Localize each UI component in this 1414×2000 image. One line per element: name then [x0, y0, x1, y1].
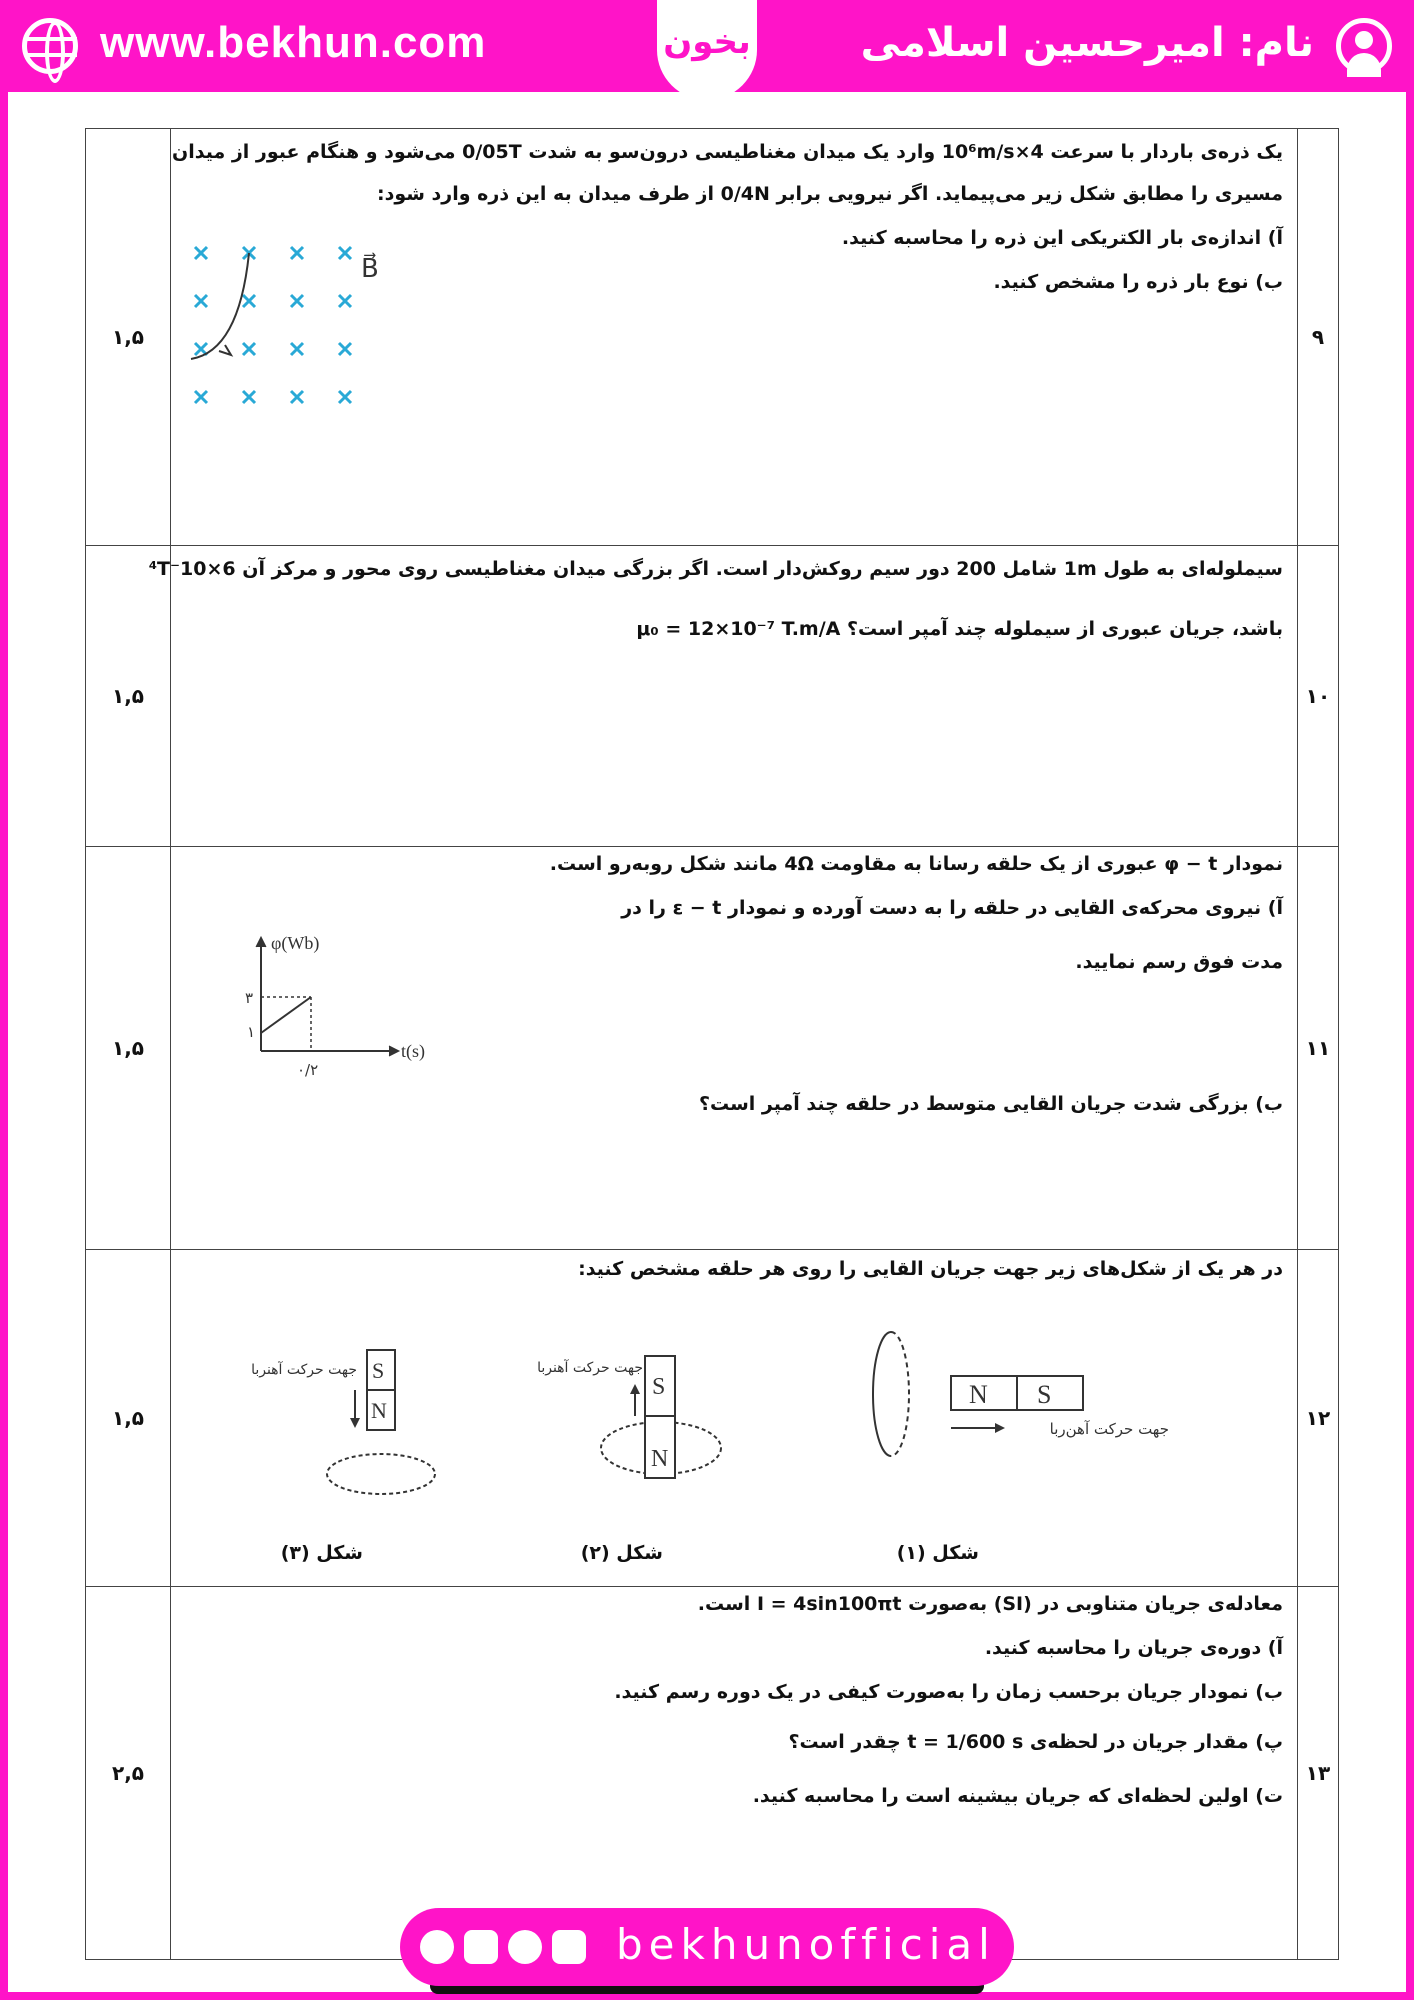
question-line: باشد، جریان عبوری از سیملوله چند آمپر است؟ μ₀ = 12×10⁻⁷ T.m/A [636, 618, 1283, 640]
motion-arrow-icon [350, 1418, 360, 1428]
question-line: ب) نمودار جریان برحسب زمان را به‌صورت کیفی در یک دوره رسم کنید. [614, 1681, 1283, 1703]
question-score: ۲,۵ [86, 1587, 171, 1960]
figure-caption: شکل (۲) [580, 1542, 663, 1564]
field-label: B⃗ [361, 254, 379, 283]
question-line: آ) نیروی محرکه‌ی القایی در حلقه را به دست آورده و نمودار ε − t را در [621, 897, 1283, 919]
question-row [86, 1587, 1339, 1960]
x-tick: ۰/۲ [297, 1061, 319, 1079]
question-row [86, 129, 1339, 546]
flux-line [261, 997, 311, 1033]
footer-social-bar [400, 1908, 1014, 1986]
question-line: ب) نوع بار ذره را مشخص کنید. [993, 271, 1283, 293]
question-line: پ) مقدار جریان در لحظه‌ی t = 1/600 s چقدر است؟ [788, 1731, 1283, 1753]
loop-back [891, 1332, 909, 1456]
question-body [171, 129, 1298, 546]
motion-arrow-icon [995, 1423, 1005, 1433]
question-body [171, 847, 1298, 1250]
motion-arrow-icon [630, 1384, 640, 1394]
pole-label: S [1037, 1380, 1052, 1409]
question-line: ب) بزرگی شدت جریان القایی متوسط در حلقه چند آمپر است؟ [698, 1093, 1283, 1115]
youtube-icon[interactable] [464, 1930, 498, 1964]
logo-text: بخون [663, 22, 751, 62]
flux-time-graph [211, 929, 425, 1089]
y-tick: ۱ [247, 1023, 256, 1041]
pole-label: N [371, 1398, 387, 1423]
y-axis-arrow-icon [256, 937, 266, 947]
question-line: نمودار φ − t عبوری از یک حلقه رسانا به مقاومت 4Ω مانند شکل روبه‌رو است. [549, 853, 1283, 875]
question-line: یک ذره‌ی باردار با سرعت 4×10⁶m/s وارد یک میدان مغناطیسی درون‌سو به شدت 0/05T می‌شود و هنگام عبور از میدان [172, 141, 1283, 163]
path-arrow-icon [219, 345, 231, 355]
pole-label: S [652, 1374, 666, 1400]
logo [657, 0, 757, 100]
magnetic-field-figure [189, 241, 379, 441]
question-line: ت) اولین لحظه‌ای که جریان بیشینه است را محاسبه کنید. [752, 1785, 1283, 1807]
question-score: ۱,۵ [86, 546, 171, 847]
figure-caption: شکل (۳) [280, 1542, 363, 1564]
questions-table [85, 128, 1339, 1960]
question-line: مدت فوق رسم نمایید. [1075, 951, 1283, 973]
question-line: آ) اندازه‌ی بار الکتریکی این ذره را محاسبه کنید. [841, 227, 1283, 249]
question-number: ۱۲ [1298, 1250, 1339, 1587]
question-row [86, 1250, 1339, 1587]
user-icon [1336, 18, 1392, 74]
question-body [171, 1587, 1298, 1960]
aparat-icon[interactable] [420, 1930, 454, 1964]
globe-icon [22, 18, 78, 74]
question-line: در هر یک از شکل‌های زیر جهت جریان القایی را روی هر حلقه مشخص کنید: [578, 1258, 1283, 1280]
question-score: ۱,۵ [86, 1250, 171, 1587]
y-axis-label: φ(Wb) [271, 933, 320, 953]
motion-label: جهت حرکت آهن‌ربا [1049, 1420, 1169, 1438]
question-score: ۱,۵ [86, 129, 171, 546]
website-link[interactable]: www.bekhun.com [100, 18, 487, 67]
question-score: ۱,۵ [86, 847, 171, 1250]
student-name: نام: امیرحسین اسلامی [860, 20, 1314, 66]
question-line: آ) دوره‌ی جریان را محاسبه کنید. [984, 1637, 1283, 1659]
x-axis-label: t(s) [401, 1041, 425, 1061]
motion-label: جهت حرکت آهنربا [251, 1362, 357, 1378]
question-line: مسیری را مطابق شکل زیر می‌پیماید. اگر نیرویی برابر 0/4N از طرف میدان به این ذره وارد شود: [376, 183, 1283, 205]
x-axis-arrow-icon [389, 1046, 399, 1056]
particle-path [191, 253, 249, 359]
figure-3 [251, 1346, 471, 1496]
question-number: ۱۱ [1298, 847, 1339, 1250]
question-number: ۱۰ [1298, 546, 1339, 847]
figure-1 [851, 1330, 1181, 1460]
pole-label: N [969, 1380, 988, 1409]
motion-label: جهت حرکت آهنربا [537, 1360, 643, 1376]
instagram-icon[interactable] [552, 1930, 586, 1964]
telegram-icon[interactable] [508, 1930, 542, 1964]
question-row [86, 847, 1339, 1250]
question-line: سیملوله‌ای به طول 1m شامل 200 دور سیم روکش‌دار است. اگر بزرگی میدان مغناطیسی روی محور و مرکز آن 6×10⁻⁴T [148, 558, 1283, 580]
question-number: ۹ [1298, 129, 1339, 546]
pole-label: N [651, 1446, 669, 1472]
question-body [148, 546, 1298, 847]
loop-front [873, 1332, 891, 1456]
y-tick: ۳ [245, 989, 254, 1007]
figure-2 [537, 1354, 731, 1504]
loop [327, 1454, 435, 1494]
field-crosses [195, 247, 351, 403]
social-handle[interactable]: bekhunofficial [616, 1920, 996, 1969]
figure-caption: شکل (۱) [896, 1542, 979, 1564]
question-body [171, 1250, 1298, 1587]
pole-label: S [372, 1358, 385, 1383]
question-row [86, 546, 1339, 847]
question-number: ۱۳ [1298, 1587, 1339, 1960]
question-line: معادله‌ی جریان متناوبی در (SI) به‌صورت I = 4sin100πt است. [697, 1593, 1283, 1615]
